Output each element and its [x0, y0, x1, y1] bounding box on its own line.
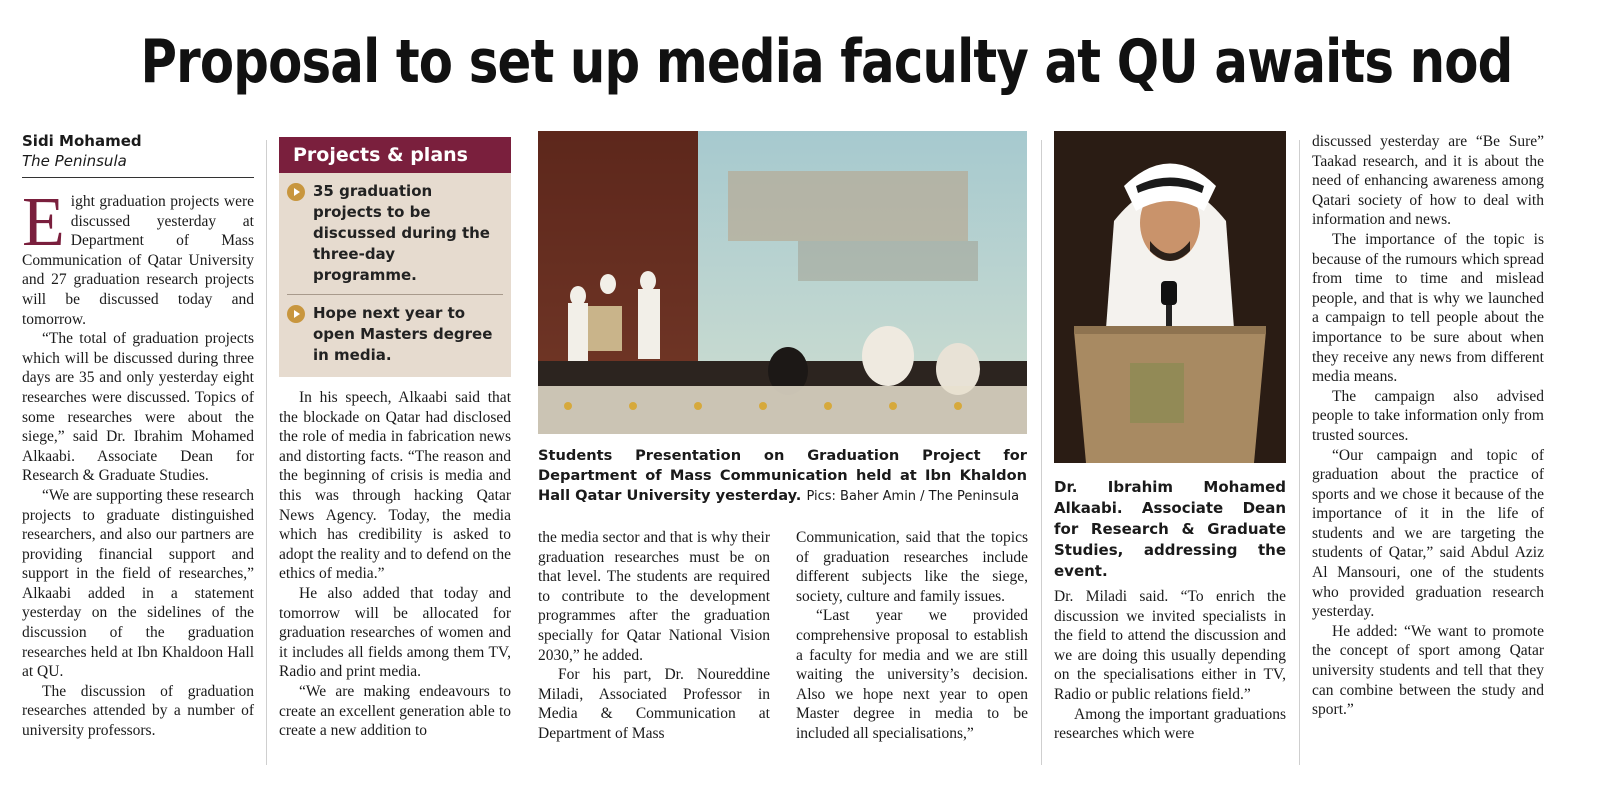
paragraph: “We are making endeavours to create an excellent generation able to create a new addition to: [279, 682, 511, 740]
sidebar-title: Projects & plans: [279, 137, 511, 173]
lead-paragraph: [22, 184, 254, 329]
paragraph: He also added that today and tomorrow will be allocated for graduation researches of women and it includes all fields among them TV, Radio and print media.: [279, 584, 511, 681]
sidebar-item: [279, 173, 511, 294]
paragraph: Dr. Miladi said. “To enrich the discussion we invited specialists in the field to attend the discussion and we are doing this usually depending on the specialisations either in TV, Radio or public relations field.”: [1054, 588, 1286, 703]
lead-text: ight graduation projects were discussed yesterday at Department of Mass Communication of Qatar University and 27 graduation research projects will be discussed today and tomorrow.: [22, 193, 254, 328]
article-column-2: [279, 388, 511, 741]
byline: [22, 132, 254, 171]
play-bullet-icon: [287, 183, 305, 201]
paragraph: For his part, Dr. Noureddine Miladi, Associated Professor in Media & Communication at Department of Mass: [538, 666, 770, 742]
speaker-photo-image: [1054, 131, 1286, 463]
paragraph: “We are supporting these research projects to graduate distinguished researchers, and also our partners are providing financial support and support in the field of researches,” Alkaabi added in a statement yesterday on the sidelines of the discussion of the graduation researches held at Ibn Khaldoon Hall at QU.: [22, 486, 254, 681]
projects-plans-box: [279, 137, 511, 377]
column-divider: [266, 140, 267, 765]
play-bullet-icon: [287, 305, 305, 323]
caption-text: Dr. Ibrahim Mohamed Alkaabi. Associate Dean for Research & Graduate Studies, addressing the event.: [1054, 478, 1286, 580]
paragraph: the media sector and that is why their graduation researches must be on that level. The students are required to contribute to the development programmes after the graduation specially for Qatar National Vision 2030,” he added.: [538, 529, 771, 664]
photo-credit: Pics: Baher Amin / The Peninsula: [806, 489, 1020, 504]
presentation-photo-caption: [538, 446, 1027, 507]
outlet-name: The Peninsula: [22, 152, 127, 170]
paragraph: Among the important graduations researches which were: [1054, 705, 1286, 743]
article-column-1: [22, 184, 254, 741]
author-name: Sidi Mohamed: [22, 132, 142, 150]
article-column-3: [538, 528, 770, 744]
paragraph: In his speech, Alkaabi said that the blockade on Qatar had disclosed the role of media in fabrication news and distorting facts. “The reason and the beginning of crisis is media and this was through hacking Qatar News Agency. Today, the media which has credibility is asked to adopt the reality and to defend on the ethics of media.”: [279, 389, 511, 583]
paragraph: The discussion of graduation researches attended by a number of university professors.: [22, 682, 254, 740]
presentation-photo: [538, 131, 1027, 434]
article-column-6: [1312, 132, 1544, 720]
article-column-5: [1054, 587, 1286, 744]
drop-cap: E: [22, 184, 65, 261]
presentation-photo-image: [538, 131, 1027, 434]
speaker-photo-caption: [1054, 477, 1286, 582]
paragraph: Communication, said that the topics of graduation researches include different subjects like the siege, society, culture and family issues.: [796, 529, 1028, 605]
column-divider: [1299, 140, 1300, 765]
headline: [0, 22, 1606, 102]
paragraph: He added: “We want to promote the concept of sport among Qatar university students and tell that they can combine between the study and sport.”: [1312, 622, 1544, 719]
paragraph: The importance of the topic is because of the rumours which spread from time to time and mislead people, and that is why we launched a campaign to tell people about the importance to be sure about when they receive any news from different media means.: [1312, 230, 1544, 386]
paragraph: “Last year we provided comprehensive proposal to establish a faculty for media and we are still waiting the university’s decision. Also we hope next year to open Master degree in media to be included all specialisations,”: [796, 607, 1028, 742]
paragraph: “The total of graduation projects which will be discussed during three days are 35 and only yesterday eight researches were discussed. Topics of some researches were about the siege,” said Dr. Ibrahim Mohamed Alkaabi. Associate Dean for Research & Graduate Studies.: [22, 330, 254, 485]
sidebar-item-text: Hope next year to open Masters degree in media.: [313, 304, 493, 364]
headline-text: Proposal to set up media faculty at QU awaits nod: [140, 27, 1513, 97]
byline-rule: [22, 177, 254, 178]
speaker-photo: [1054, 131, 1286, 463]
paragraph: “Our campaign and topic of graduation about the practice of sports and we chose it because of the importance of it in the life of students and we are targeting the students of Qatar,” said Abdul Aziz Al Mansouri, one of the students who provided graduation research yesterday.: [1312, 446, 1544, 621]
caption-text: Students Presentation on Graduation Project for Department of Mass Communication held at Ibn Khaldon Hall Qatar University yesterday.: [538, 447, 1027, 504]
sidebar-item: [279, 295, 511, 374]
column-divider: [1041, 140, 1042, 765]
paragraph: The campaign also advised people to take information only from trusted sources.: [1312, 387, 1544, 444]
sidebar-item-text: 35 graduation projects to be discussed during the three-day programme.: [313, 182, 490, 284]
paragraph: discussed yesterday are “Be Sure” Taakad research, and it is about the need of enhancing awareness among Qatari society of how to deal with information and news.: [1312, 133, 1544, 229]
article-column-4: [796, 528, 1028, 744]
